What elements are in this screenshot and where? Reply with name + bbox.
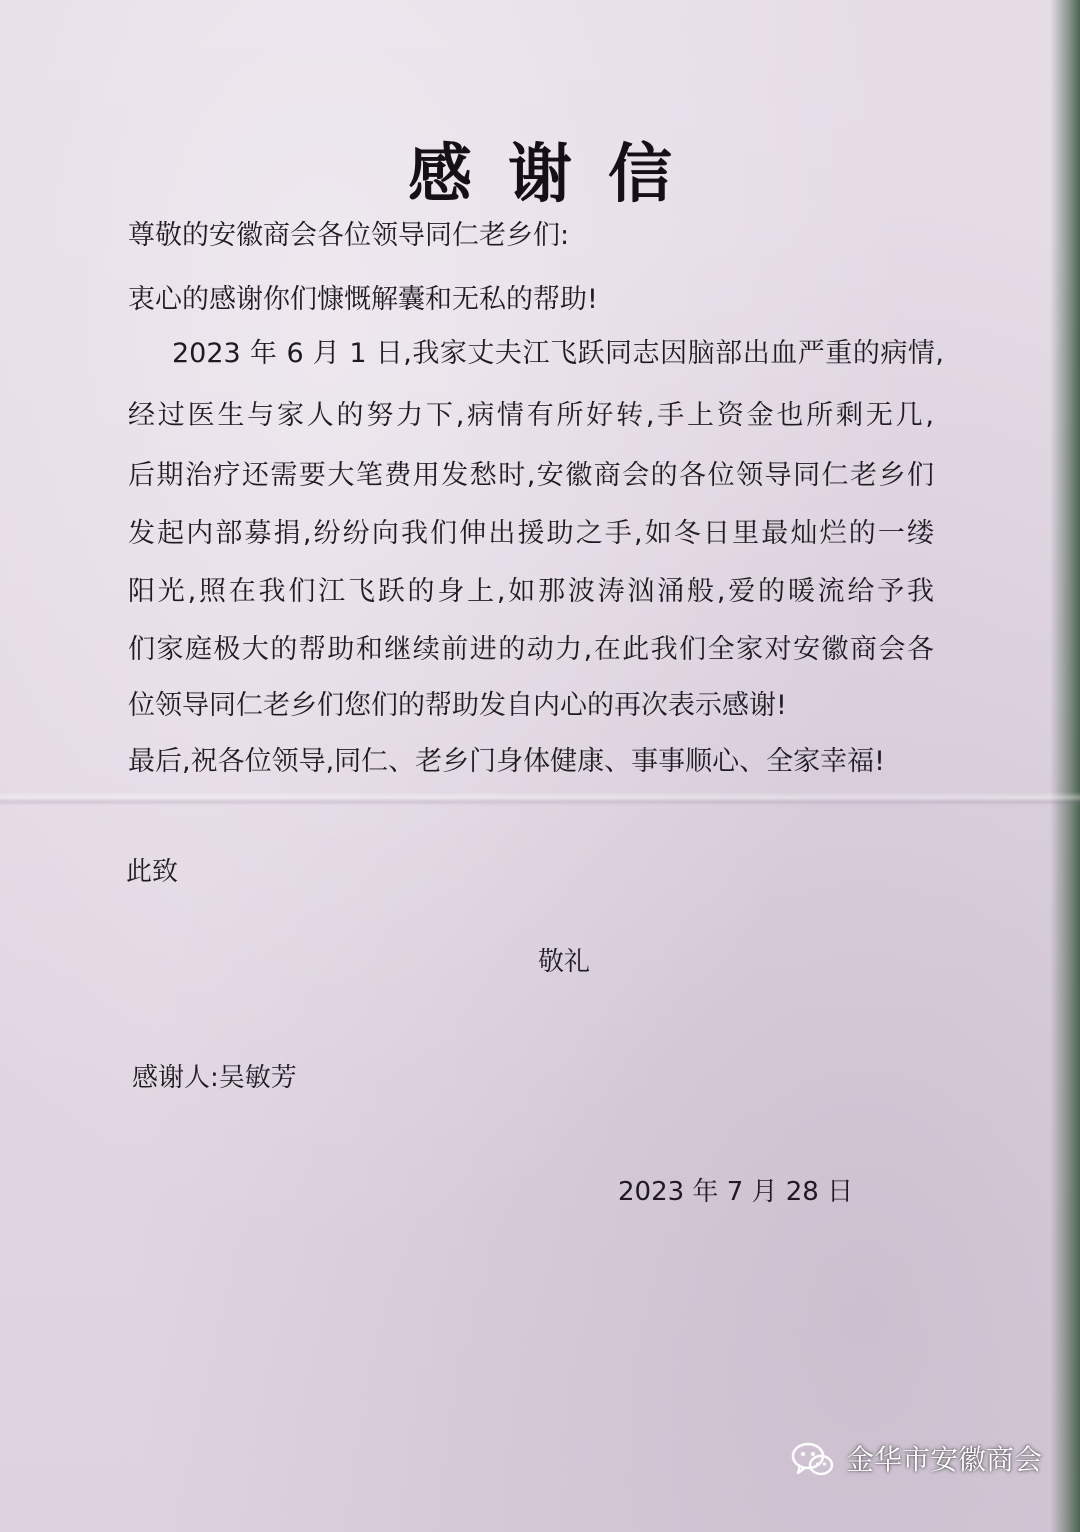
body-line: 阳光,照在我们江飞跃的身上,如那波涛汹涌般,爱的暖流给予我 — [128, 576, 934, 607]
body-line: 后期治疗还需要大笔费用发愁时,安徽商会的各位领导同仁老乡们 — [128, 460, 934, 491]
wishes-line: 最后,祝各位领导,同仁、老乡门身体健康、事事顺心、全家幸福! — [128, 746, 885, 777]
closing-jing-li: 敬礼 — [538, 947, 591, 977]
background-edge — [1050, 0, 1080, 1532]
body-line: 经过医生与家人的努力下,病情有所好转,手上资金也所剩无几, — [128, 400, 934, 431]
letter-date: 2023 年 7 月 28 日 — [618, 1177, 854, 1207]
body-line: 2023 年 6 月 1 日,我家丈夫江飞跃同志因脑部出血严重的病情, — [172, 338, 944, 369]
paper-fold-crease — [0, 792, 1080, 806]
signer: 感谢人:吴敏芳 — [132, 1063, 297, 1093]
body-line: 们家庭极大的帮助和继续前进的动力,在此我们全家对安徽商会各 — [128, 634, 934, 665]
watermark-text: 金华市安徽商会 — [845, 1443, 1042, 1476]
body-line: 位领导同仁老乡们您们的帮助发自内心的再次表示感谢! — [128, 690, 787, 721]
body-line: 发起内部募捐,纷纷向我们伸出援助之手,如冬日里最灿烂的一缕 — [128, 518, 934, 549]
opening-line: 衷心的感谢你们慷慨解囊和无私的帮助! — [128, 284, 598, 315]
letter-title: 感谢信 — [408, 137, 708, 212]
closing-ci-zhi: 此致 — [126, 857, 179, 887]
salutation: 尊敬的安徽商会各位领导同仁老乡们: — [128, 220, 570, 251]
wechat-icon — [790, 1440, 836, 1480]
watermark — [790, 1440, 1042, 1480]
